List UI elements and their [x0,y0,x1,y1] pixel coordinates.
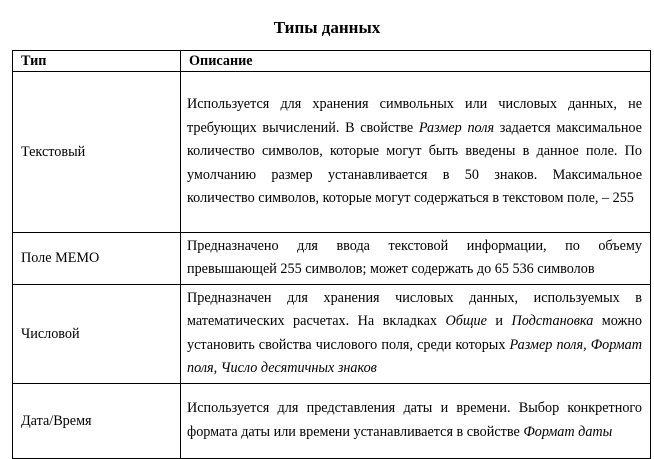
description-cell [181,383,651,458]
text-segment: и [486,313,512,330]
description-cell [181,233,651,285]
italic-term: Размер поля [418,119,495,136]
type-cell: Поле МЕМО [13,233,181,285]
description-text [187,93,642,210]
italic-term: Формат даты [523,423,613,440]
type-cell: Числовой [13,284,181,383]
column-header-type: Тип [13,51,181,72]
description-text [187,397,642,444]
table-header-row [13,51,651,72]
text-segment: задается максимальное количество символов, которые могут быть введены в данное поле. По умолчанию размер устанавливается в 50 знаков. Максимальное количество символов, которые могут содержаться в текстовом поле, – 255 [187,119,642,207]
text-segment: Используется для представления даты и времени. Выбор конкретного формата даты или времени устанавливается в свойстве [187,400,642,440]
text-segment: Предназначено для ввода текстовой информации, по объему превышающей 255 символов; может содержать до 65 536 символов [187,238,642,278]
text-segment: Используется для хранения символьных или числовых данных, не требующих вычислений. В свойстве [187,96,642,136]
description-text [187,235,642,282]
data-types-table [12,50,651,459]
italic-term: Размер поля, Формат поля, Число десятичных знаков [187,336,643,377]
italic-term: Общие [445,313,487,330]
type-cell: Текстовый [13,72,181,233]
italic-term: Подстановка [511,313,594,330]
table-row [13,233,651,285]
table-row [13,284,651,383]
type-cell: Дата/Время [13,383,181,458]
table-row [13,72,651,233]
description-cell [181,72,651,233]
text-segment: можно установить свойства числового поля, среди которых [187,313,642,353]
page-title: Типы данных [273,18,381,37]
description-text [187,287,642,381]
text-segment: Предназначен для хранения числовых данных, используемых в математических расчетах. На вкладках [187,290,642,330]
column-header-description: Описание [181,51,651,72]
table-row [13,383,651,458]
description-cell [181,284,651,383]
